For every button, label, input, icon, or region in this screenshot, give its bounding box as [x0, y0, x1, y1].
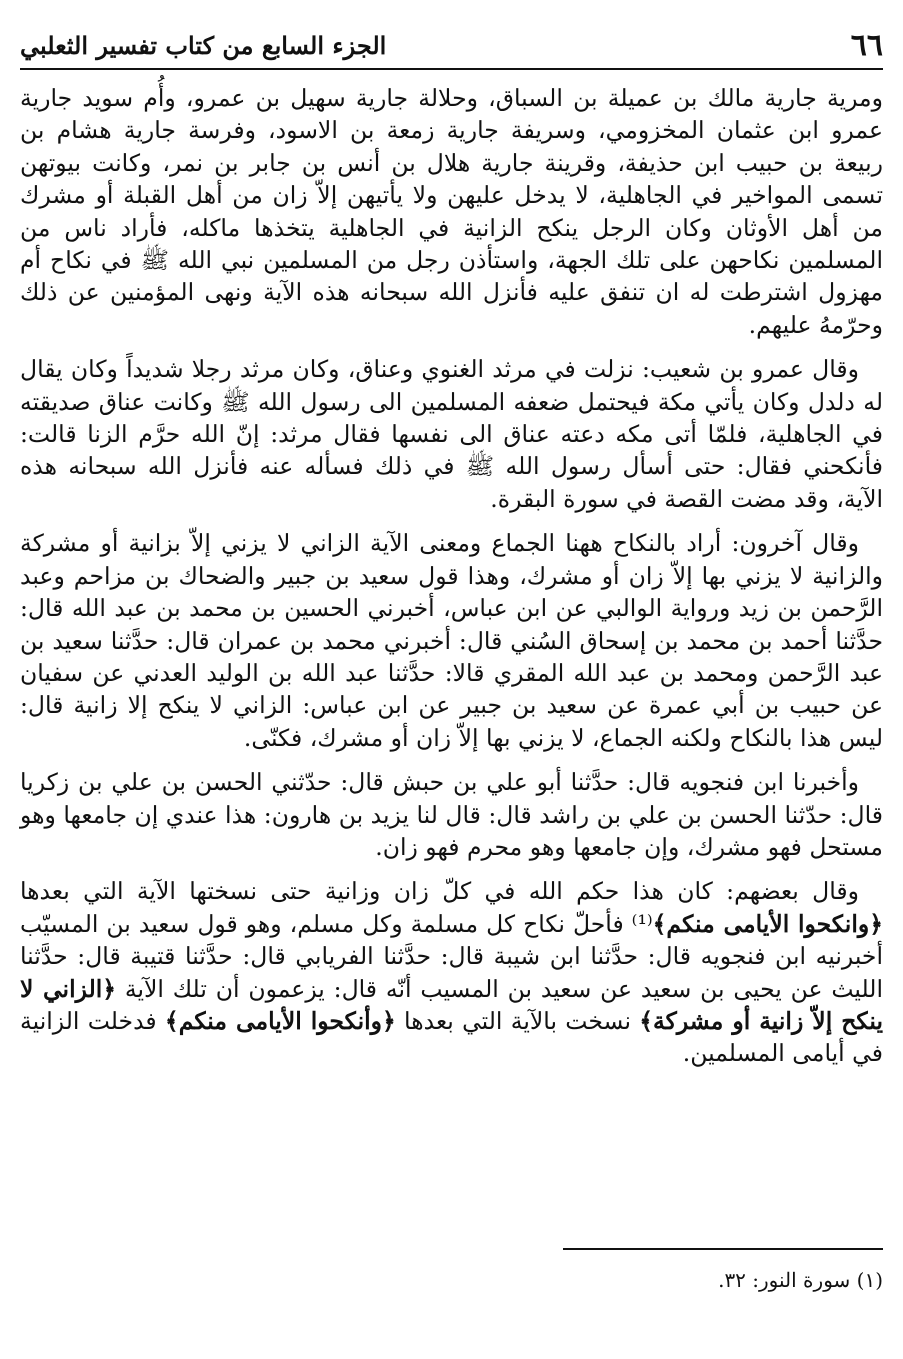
paragraph-text: ومرية جارية مالك بن عميلة بن السباق، وحلالة جارية سهيل بن عمرو، وأُم سويد جارية عمرو ابن عثمان المخزومي، وسريفة جارية زمعة بن الاسود، وفرسة جارية هشام بن ربيعة بن حبيب ابن حذيفة، وقرينة جارية هلال بن أنس بن جابر بن نمر، وكانت بيوتهن تسمى المواخير في الجاهلية، لا يدخل عليهن ولا يأتيهن إلاّ زان من أهل القبلة أو مشرك من أهل الأوثان وكان الرجل ينكح الزانية في الجاهلية يتخذها ماكله، فأراد ناس من المسلمين نكاحهن على تلك الجهة، واستأذن رجل من المسلمين نبي الله ﷺ في نكاح أم مهزول اشترطت له ان تنفق عليه فأنزل الله سبحانه هذه الآية ونهى المؤمنين عن ذلك وحرّمهُ عليهم. [20, 84, 883, 339]
paragraph-text: نسخت بالآية التي بعدها [395, 1006, 640, 1035]
paragraph-text: وقال بعضهم: كان هذا حكم الله في كلّ زان وزانية حتى نسختها الآية التي بعدها [20, 877, 859, 906]
paragraph-text: وقال آخرون: أراد بالنكاح ههنا الجماع ومعنى الآية الزاني لا يزني إلاّ بزانية أو مشركة والزانية لا يزني بها إلاّ زان أو مشرك، وهذا قول سعيد بن جبير والضحاك بن مزاحم وعبد الرَّحمن بن زيد ورواية الوالبي عن ابن عباس، أخبرني الحسين بن محمد بن عبد الله قال: حدَّثنا أحمد بن محمد بن إسحاق السُني قال: أخبرني محمد بن عمران قال: حدَّثنا سعيد بن عبد الرَّحمن ومحمد بن عبد الله المقري قالا: حدَّثنا عبد الله بن الوليد العدني عن سفيان عن حبيب بن أبي عمرة عن سعيد بن جبير عن ابن عباس: الزاني لا ينكح إلا زانية قال: ليس هذا بالنكاح ولكنه الجماع، لا يزني بها إلاّ زان أو مشرك، فكنّى. [20, 529, 883, 752]
paragraph-text: ⁽¹⁾ فأحلّ نكاح كل مسلمة وكل مسلم، وهو قول سعيد بن المسيّب أخبرنيه ابن فنجويه قال: حدَّثنا ابن شيبة قال: حدَّثنا الفريابي قال: حدَّثنا قتيبة قال: حدَّثنا الليث عن يحيى بن سعيد عن سعيد بن المسيب أنّه قال: يزعمون أن تلك الآية [20, 909, 883, 1003]
paragraph-text: وأخبرنا ابن فنجويه قال: حدَّثنا أبو علي بن حبش قال: حدّثني الحسن بن علي بن زكريا قال: حدّثنا الحسن بن علي بن راشد قال: قال لنا يزيد بن هارون: هذا عندي إن جامعها وهو مستحل فهو مشرك، وإن جامعها وهو محرم فهو زان. [20, 768, 883, 861]
page-header [20, 22, 883, 70]
paragraph-text: فدخلت الزانية في أيامى المسلمين. [20, 1006, 883, 1068]
paragraph-text: وقال عمرو بن شعيب: نزلت في مرثد الغنوي وعناق، وكان مرثد رجلا شديداً وكان يقال له دلدل وكان يأتي مكة فيحتمل ضعفه المسلمين الى رسول الله ﷺ وكانت عناق صديقته في الجاهلية، فلمّا أتى مكه دعته عناق الى نفسها فقال مرثد: إنّ الله حرَّم الزنا قالت: فأنكحني فقال: حتى أسأل رسول الله ﷺ في ذلك فسأله عنه فأنزل الله سبحانه هذه الآية، وقد مضت القصة في سورة البقرة. [20, 355, 883, 513]
page-number: ٦٦ [850, 27, 883, 63]
paragraph [20, 766, 883, 863]
footnote-divider [563, 1248, 883, 1250]
quran-quote: ﴿وأنكحوا الأيامى منكم﴾ [164, 1006, 396, 1035]
main-text [20, 82, 883, 1082]
running-title: الجزء السابع من كتاب تفسير الثعلبي [20, 30, 387, 60]
footnote: (١) سورة النور: ٣٢. [718, 1268, 883, 1292]
paragraph [20, 353, 883, 515]
paragraph [20, 875, 883, 1069]
paragraph [20, 527, 883, 754]
paragraph [20, 82, 883, 341]
quran-quote: ﴿وانكحوا الأيامى منكم﴾ [652, 909, 883, 938]
quran-quote: ﴿الزاني لا ينكح إلاّ زانية أو مشركة﴾ [20, 974, 883, 1035]
